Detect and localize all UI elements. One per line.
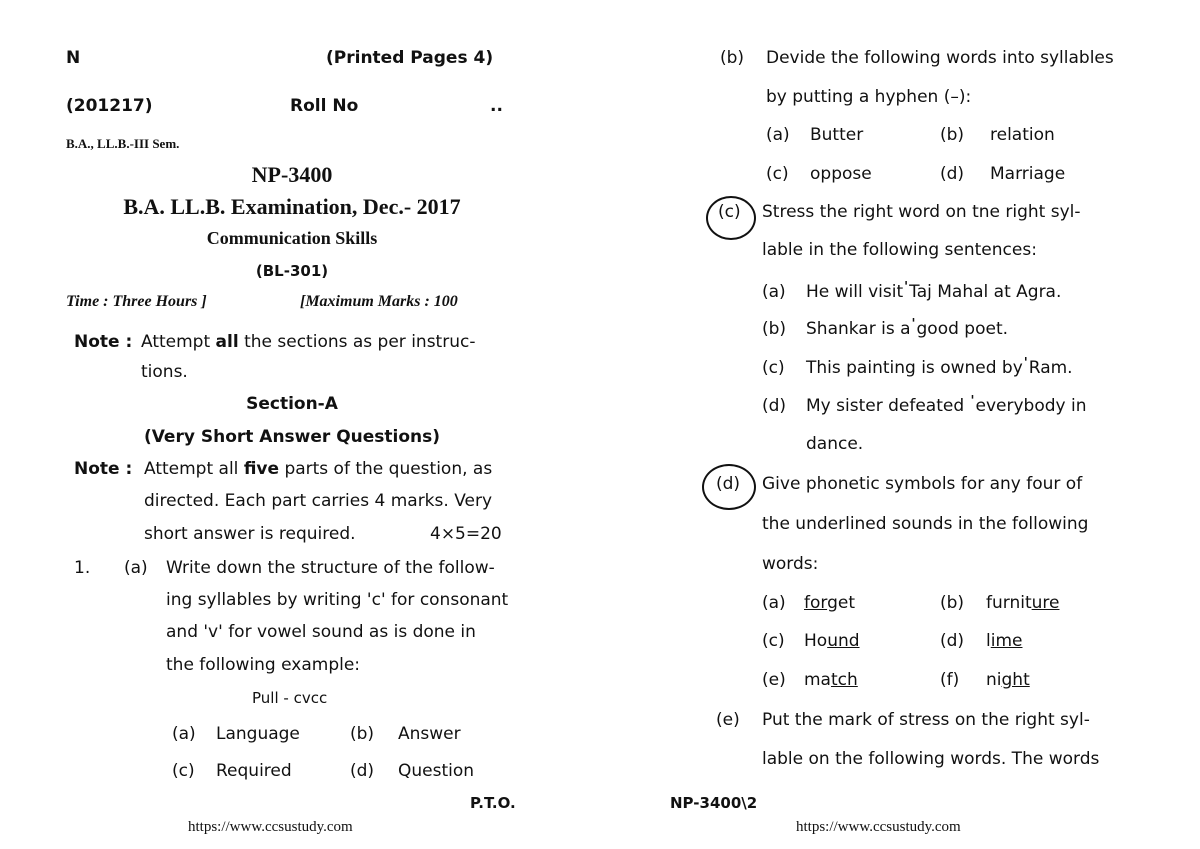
b-word-text: Marriage [990, 164, 1066, 184]
source-url: https://www.ccsustudy.com [188, 819, 353, 835]
question-1a-line: ing syllables by writing 'c' for consonant [166, 590, 509, 610]
exam-code: NP-3400 [251, 162, 333, 187]
d-word-label: (c) [762, 631, 785, 651]
question-1a-label: (a) [124, 558, 148, 578]
section-subtitle: (Very Short Answer Questions) [143, 427, 441, 447]
note1-text: Attempt all the sections as per instruc- [141, 332, 476, 352]
d-word: lime [986, 631, 1023, 651]
roll-no-label: Roll No [290, 96, 359, 116]
note2-marks: 4×5=20 [430, 524, 502, 544]
d-word-label: (b) [940, 593, 965, 613]
question-d-line: Give phonetic symbols for any four of [762, 474, 1083, 494]
roll-no-dots: .. [490, 96, 503, 116]
d-word: forget [804, 593, 855, 613]
note1-label: Note : [74, 332, 133, 352]
question-e-label: (e) [716, 710, 740, 730]
word-text: Answer [398, 724, 461, 744]
b-word-text: Butter [810, 125, 864, 145]
c-sentence: This painting is owned by'Ram. [806, 356, 1073, 378]
c-sentence-label: (d) [762, 396, 787, 416]
b-word-label: (a) [766, 125, 790, 145]
d-word-label: (a) [762, 593, 786, 613]
question-b-line: by putting a hyphen (–): [766, 87, 972, 107]
note2-text-line2: directed. Each part carries 4 marks. Very [144, 491, 493, 511]
question-1a-line: and 'v' for vowel sound as is done in [166, 622, 476, 642]
code-letter: N [66, 48, 81, 68]
word-text: Language [216, 724, 300, 744]
printed-pages: (Printed Pages 4) [326, 48, 494, 68]
source-url: https://www.ccsustudy.com [796, 819, 961, 835]
example-text: Pull - cvcc [252, 689, 328, 707]
word-label: (a) [172, 724, 196, 744]
exam-title: B.A. LL.B. Examination, Dec.- 2017 [123, 194, 461, 219]
stress-mark: ' [911, 317, 916, 332]
time-label: Time : Three Hours ] [66, 293, 207, 310]
footer-code: NP-3400\2 [670, 794, 758, 812]
stress-mark: ' [970, 394, 975, 409]
b-word-label: (b) [940, 125, 965, 145]
question-c-line: lable in the following sentences: [762, 240, 1037, 260]
question-d-label: (d) [716, 474, 741, 494]
question-e-line: Put the mark of stress on the right syl- [762, 710, 1090, 730]
question-e-line: lable on the following words. The words [762, 749, 1100, 769]
pto-label: P.T.O. [470, 794, 516, 812]
section-title: Section-A [246, 394, 338, 414]
question-1a-line: the following example: [166, 655, 361, 675]
d-word: furniture [986, 593, 1060, 613]
stress-mark: ' [1023, 356, 1028, 371]
subject-title: Communication Skills [206, 228, 378, 248]
d-word-label: (f) [940, 670, 960, 690]
question-b-label: (b) [720, 48, 745, 68]
b-word-label: (c) [766, 164, 789, 184]
c-sentence: He will visit'Taj Mahal at Agra. [806, 280, 1062, 302]
word-text: Required [216, 761, 292, 781]
question-d-line: words: [762, 554, 819, 574]
c-sentence-line2: dance. [806, 434, 864, 454]
stress-mark: ' [904, 280, 909, 295]
word-label: (c) [172, 761, 195, 781]
max-marks-label: [Maximum Marks : 100 [300, 293, 458, 310]
note1-text-line2: tions. [141, 362, 188, 382]
d-word-label: (e) [762, 670, 786, 690]
d-word: Hound [804, 631, 860, 651]
c-sentence: Shankar is a'good poet. [806, 317, 1009, 339]
note2-label: Note : [74, 459, 133, 479]
b-word-label: (d) [940, 164, 965, 184]
c-sentence-label: (a) [762, 282, 786, 302]
d-word: match [804, 670, 858, 690]
question-d-line: the underlined sounds in the following [762, 514, 1089, 534]
question-1a-line: Write down the structure of the follow- [166, 558, 495, 578]
word-text: Question [398, 761, 475, 781]
question-c-line: Stress the right word on tne right syl- [762, 202, 1081, 222]
c-sentence-label: (c) [762, 358, 785, 378]
c-sentence-label: (b) [762, 319, 787, 339]
paper-code: (201217) [66, 96, 153, 116]
word-label: (d) [350, 761, 375, 781]
note2-text: Attempt all five parts of the question, as [144, 459, 493, 479]
b-word-text: oppose [810, 164, 872, 184]
note2-text-line3: short answer is required. [144, 524, 356, 544]
question-b-line: Devide the following words into syllables [766, 48, 1114, 68]
d-word: night [986, 670, 1030, 690]
subject-code: (BL-301) [255, 262, 329, 280]
c-sentence: My sister defeated 'everybody in [806, 394, 1087, 416]
b-word-text: relation [990, 125, 1055, 145]
question-c-label: (c) [718, 202, 741, 222]
d-word-label: (d) [940, 631, 965, 651]
question-1-number: 1. [74, 558, 91, 578]
course-name: B.A., LL.B.-III Sem. [66, 136, 180, 151]
word-label: (b) [350, 724, 375, 744]
